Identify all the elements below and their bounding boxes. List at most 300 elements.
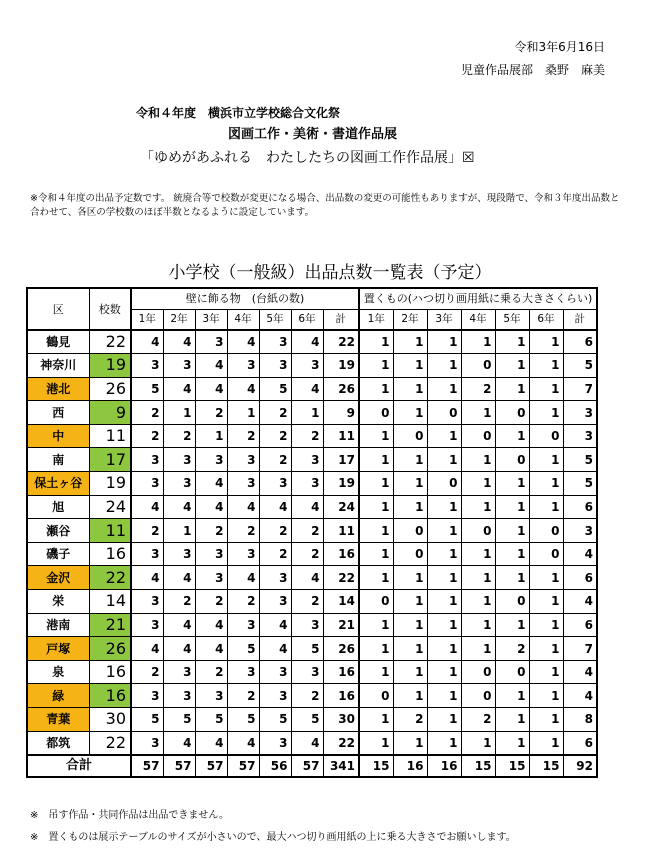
wall-grade-count: 2 <box>259 401 291 425</box>
placed-grade-count: 1 <box>359 566 393 590</box>
wall-grade-count: 4 <box>291 377 323 401</box>
placed-subtotal: 6 <box>563 566 597 590</box>
wall-grade-count: 4 <box>163 377 195 401</box>
placed-grade-count: 1 <box>461 637 495 661</box>
school-count: 19 <box>89 472 131 496</box>
placed-grade-count: 1 <box>495 684 529 708</box>
placed-grade-count: 1 <box>359 637 393 661</box>
wall-grade-count: 2 <box>291 684 323 708</box>
placed-grade-count: 1 <box>359 424 393 448</box>
wall-grade-count: 2 <box>195 401 227 425</box>
placed-grade-count: 2 <box>495 637 529 661</box>
district-name: 神奈川 <box>27 354 89 378</box>
district-name: 金沢 <box>27 566 89 590</box>
wall-grade-count: 3 <box>291 472 323 496</box>
wall-subtotal: 26 <box>323 637 359 661</box>
wall-subtotal: 21 <box>323 613 359 637</box>
table-row <box>27 660 597 684</box>
placed-grade-count: 1 <box>427 330 461 354</box>
placed-subtotal: 6 <box>563 731 597 755</box>
placed-grade-count: 0 <box>359 684 393 708</box>
table-row <box>27 519 597 543</box>
wall-grade-count: 4 <box>195 613 227 637</box>
wall-grade-count: 4 <box>163 731 195 755</box>
wall-grade-header: 4年 <box>227 309 259 330</box>
wall-grade-count: 5 <box>291 637 323 661</box>
placed-grade-count: 1 <box>461 472 495 496</box>
wall-grade-count: 3 <box>195 448 227 472</box>
table-row <box>27 377 597 401</box>
wall-grade-count: 4 <box>131 330 163 354</box>
placed-grade-count: 0 <box>427 401 461 425</box>
placed-grade-count: 1 <box>359 448 393 472</box>
wall-grade-count: 2 <box>227 519 259 543</box>
placed-grade-count: 1 <box>529 590 563 614</box>
placed-subtotal: 7 <box>563 637 597 661</box>
wall-grade-count: 1 <box>163 519 195 543</box>
table-row <box>27 401 597 425</box>
placed-grade-count: 1 <box>393 731 427 755</box>
wall-grade-count: 2 <box>227 424 259 448</box>
placed-subtotal: 5 <box>563 472 597 496</box>
wall-grade-count: 3 <box>259 731 291 755</box>
wall-grade-count: 4 <box>291 731 323 755</box>
placed-grade-count: 1 <box>427 354 461 378</box>
district-name: 中 <box>27 424 89 448</box>
wall-grade-count: 3 <box>291 354 323 378</box>
placed-grade-count: 1 <box>359 472 393 496</box>
wall-total: 57 <box>227 755 259 777</box>
wall-grade-count: 3 <box>195 684 227 708</box>
footnote-1: ※ 吊す作品・共同作品は出品できません。 <box>30 810 229 821</box>
school-count: 14 <box>89 590 131 614</box>
placed-subtotal: 3 <box>563 519 597 543</box>
placed-grade-count: 1 <box>495 542 529 566</box>
placed-grade-count: 1 <box>461 731 495 755</box>
placed-grade-count: 1 <box>529 708 563 732</box>
wall-grade-count: 1 <box>291 401 323 425</box>
placed-grade-count: 1 <box>495 566 529 590</box>
school-count: 16 <box>89 684 131 708</box>
wall-grade-count: 3 <box>291 613 323 637</box>
placed-grade-count: 1 <box>359 519 393 543</box>
placed-grade-count: 1 <box>529 377 563 401</box>
placed-grade-count: 1 <box>359 377 393 401</box>
wall-subtotal: 22 <box>323 330 359 354</box>
wall-grade-count: 4 <box>163 495 195 519</box>
placed-grade-count: 0 <box>529 424 563 448</box>
wall-grade-header: 計 <box>323 309 359 330</box>
placed-subtotal: 4 <box>563 660 597 684</box>
school-count: 22 <box>89 566 131 590</box>
wall-grade-count: 1 <box>195 424 227 448</box>
wall-subtotal: 11 <box>323 424 359 448</box>
wall-grade-count: 2 <box>131 660 163 684</box>
wall-grade-count: 3 <box>259 354 291 378</box>
wall-grade-count: 4 <box>259 613 291 637</box>
wall-grade-count: 4 <box>163 330 195 354</box>
wall-total: 57 <box>195 755 227 777</box>
placed-subtotal: 3 <box>563 424 597 448</box>
submission-table <box>26 287 598 778</box>
placed-subtotal: 4 <box>563 684 597 708</box>
wall-grade-count: 2 <box>131 424 163 448</box>
district-name: 栄 <box>27 590 89 614</box>
wall-grade-count: 3 <box>227 542 259 566</box>
wall-grade-header: 3年 <box>195 309 227 330</box>
placed-grade-count: 1 <box>495 354 529 378</box>
placed-grade-count: 1 <box>393 590 427 614</box>
placed-grade-count: 1 <box>393 495 427 519</box>
school-count: 24 <box>89 495 131 519</box>
header-district: 区 <box>27 288 89 330</box>
wall-grade-count: 5 <box>259 377 291 401</box>
placed-grade-count: 0 <box>461 660 495 684</box>
placed-subtotal: 6 <box>563 495 597 519</box>
wall-grade-count: 3 <box>131 542 163 566</box>
placed-subtotal: 5 <box>563 354 597 378</box>
district-name: 戸塚 <box>27 637 89 661</box>
placed-grade-count: 0 <box>393 519 427 543</box>
wall-grade-count: 5 <box>227 708 259 732</box>
placed-subtotal: 7 <box>563 377 597 401</box>
table-row <box>27 330 597 354</box>
table-row <box>27 424 597 448</box>
table-row <box>27 495 597 519</box>
wall-grade-count: 4 <box>227 731 259 755</box>
placed-grade-count: 1 <box>529 354 563 378</box>
placed-grade-count: 0 <box>495 448 529 472</box>
wall-grade-count: 3 <box>195 542 227 566</box>
wall-grade-count: 1 <box>227 401 259 425</box>
wall-grade-count: 3 <box>227 448 259 472</box>
placed-grade-count: 0 <box>461 684 495 708</box>
placed-grade-header: 3年 <box>427 309 461 330</box>
placed-total: 15 <box>359 755 393 777</box>
wall-grade-count: 3 <box>259 660 291 684</box>
placed-grade-header: 4年 <box>461 309 495 330</box>
district-name: 都筑 <box>27 731 89 755</box>
wall-grade-count: 2 <box>291 424 323 448</box>
wall-subtotal: 19 <box>323 354 359 378</box>
placed-grade-count: 1 <box>393 566 427 590</box>
wall-grade-header: 6年 <box>291 309 323 330</box>
wall-grade-count: 2 <box>259 448 291 472</box>
placed-total: 92 <box>563 755 597 777</box>
header-placed-group: 置くもの(ハつ切り画用紙に乗る大きさくらい) <box>359 288 597 309</box>
wall-grade-count: 2 <box>291 590 323 614</box>
wall-grade-count: 3 <box>259 684 291 708</box>
placed-grade-count: 1 <box>495 495 529 519</box>
wall-total: 57 <box>291 755 323 777</box>
school-count: 19 <box>89 354 131 378</box>
wall-grade-count: 2 <box>227 684 259 708</box>
school-count: 26 <box>89 637 131 661</box>
wall-grade-header: 1年 <box>131 309 163 330</box>
placed-grade-count: 0 <box>495 590 529 614</box>
table-row <box>27 354 597 378</box>
wall-grade-count: 5 <box>259 708 291 732</box>
wall-grade-count: 3 <box>163 542 195 566</box>
placed-grade-count: 0 <box>427 472 461 496</box>
placed-grade-count: 1 <box>393 684 427 708</box>
wall-grade-count: 3 <box>259 566 291 590</box>
placed-grade-count: 0 <box>495 401 529 425</box>
placed-grade-count: 1 <box>427 731 461 755</box>
wall-grade-count: 2 <box>163 424 195 448</box>
placed-grade-count: 1 <box>495 472 529 496</box>
placed-grade-count: 1 <box>529 330 563 354</box>
placed-grade-count: 1 <box>393 377 427 401</box>
wall-grade-count: 4 <box>195 495 227 519</box>
school-count: 22 <box>89 731 131 755</box>
wall-grade-count: 3 <box>131 448 163 472</box>
table-row <box>27 542 597 566</box>
placed-grade-count: 1 <box>529 660 563 684</box>
wall-grade-count: 2 <box>291 519 323 543</box>
wall-grade-count: 2 <box>163 590 195 614</box>
district-name: 南 <box>27 448 89 472</box>
placed-grade-count: 1 <box>393 472 427 496</box>
wall-total: 57 <box>131 755 163 777</box>
wall-subtotal: 16 <box>323 542 359 566</box>
placed-subtotal: 4 <box>563 590 597 614</box>
district-name: 西 <box>27 401 89 425</box>
wall-grade-count: 2 <box>195 590 227 614</box>
wall-grade-header: 2年 <box>163 309 195 330</box>
wall-grade-count: 4 <box>163 566 195 590</box>
placed-grade-header: 5年 <box>495 309 529 330</box>
district-name: 港南 <box>27 613 89 637</box>
wall-grade-count: 2 <box>195 660 227 684</box>
placed-grade-count: 1 <box>495 731 529 755</box>
wall-grade-count: 3 <box>163 684 195 708</box>
placed-subtotal: 3 <box>563 401 597 425</box>
wall-grade-count: 2 <box>291 542 323 566</box>
placed-grade-count: 1 <box>461 330 495 354</box>
wall-grade-count: 4 <box>291 495 323 519</box>
wall-grade-count: 4 <box>163 637 195 661</box>
wall-grade-count: 4 <box>227 377 259 401</box>
event-title: 令和４年度 横浜市立学校総合文化祭 <box>136 106 341 120</box>
school-count: 22 <box>89 330 131 354</box>
table-row <box>27 637 597 661</box>
placed-grade-header: 6年 <box>529 309 563 330</box>
wall-grade-count: 3 <box>227 660 259 684</box>
table-row <box>27 731 597 755</box>
wall-subtotal: 30 <box>323 708 359 732</box>
wall-grade-count: 3 <box>131 472 163 496</box>
table-row <box>27 566 597 590</box>
wall-grade-count: 3 <box>195 566 227 590</box>
total-label: 合計 <box>27 755 131 777</box>
wall-grade-count: 1 <box>163 401 195 425</box>
wall-grade-count: 4 <box>259 495 291 519</box>
placed-grade-count: 1 <box>359 731 393 755</box>
wall-grade-count: 2 <box>259 519 291 543</box>
placed-grade-count: 0 <box>495 660 529 684</box>
placed-grade-header: 1年 <box>359 309 393 330</box>
exhibition-theme: 「ゆめがあふれる わたしたちの図画工作作品展」☒ <box>140 150 475 166</box>
wall-grade-count: 3 <box>163 660 195 684</box>
placed-grade-count: 1 <box>427 613 461 637</box>
placed-grade-count: 1 <box>529 448 563 472</box>
wall-grade-count: 3 <box>163 448 195 472</box>
school-count: 30 <box>89 708 131 732</box>
school-count: 26 <box>89 377 131 401</box>
placed-grade-count: 1 <box>427 377 461 401</box>
wall-grade-count: 2 <box>131 401 163 425</box>
placed-grade-count: 0 <box>529 542 563 566</box>
placed-total: 15 <box>529 755 563 777</box>
table-row <box>27 590 597 614</box>
wall-grade-count: 3 <box>131 684 163 708</box>
wall-grade-count: 2 <box>259 542 291 566</box>
wall-grade-count: 3 <box>291 448 323 472</box>
placed-grade-count: 1 <box>461 542 495 566</box>
wall-grade-count: 4 <box>227 495 259 519</box>
placed-grade-count: 1 <box>461 566 495 590</box>
table-row <box>27 472 597 496</box>
district-name: 保土ヶ谷 <box>27 472 89 496</box>
wall-grade-count: 4 <box>291 566 323 590</box>
placed-subtotal: 6 <box>563 330 597 354</box>
wall-subtotal: 24 <box>323 495 359 519</box>
wall-grade-count: 3 <box>195 330 227 354</box>
placed-grade-count: 1 <box>529 613 563 637</box>
wall-grade-count: 3 <box>291 660 323 684</box>
placed-grade-count: 1 <box>529 495 563 519</box>
placed-grade-count: 1 <box>495 708 529 732</box>
placed-grade-count: 1 <box>427 542 461 566</box>
footnote-2: ※ 置くものは展示テーブルのサイズが小さいので、最大ハつ切り画用紙の上に乗る大きさでお願いします。 <box>30 832 516 843</box>
table-row <box>27 708 597 732</box>
placed-grade-count: 1 <box>529 401 563 425</box>
placed-grade-count: 0 <box>393 424 427 448</box>
wall-grade-count: 3 <box>163 354 195 378</box>
table-title: 小学校（一般級）出品点数一覧表（予定） <box>168 263 492 283</box>
placed-grade-count: 1 <box>461 448 495 472</box>
district-name: 瀬谷 <box>27 519 89 543</box>
placed-grade-count: 1 <box>393 354 427 378</box>
placed-grade-count: 1 <box>529 472 563 496</box>
total-row <box>27 755 597 777</box>
school-count: 21 <box>89 613 131 637</box>
table-row <box>27 448 597 472</box>
wall-subtotal: 14 <box>323 590 359 614</box>
wall-grade-count: 2 <box>131 519 163 543</box>
placed-grade-count: 1 <box>393 637 427 661</box>
placed-grade-count: 1 <box>427 684 461 708</box>
header-schools: 校数 <box>89 288 131 330</box>
wall-grade-count: 5 <box>291 708 323 732</box>
wall-grade-count: 4 <box>131 495 163 519</box>
school-count: 11 <box>89 424 131 448</box>
placed-grade-count: 1 <box>393 613 427 637</box>
document-author: 児童作品展部 桑野 麻美 <box>460 63 605 77</box>
wall-total: 57 <box>163 755 195 777</box>
wall-grade-count: 4 <box>195 377 227 401</box>
placed-grade-count: 1 <box>427 566 461 590</box>
wall-total: 56 <box>259 755 291 777</box>
wall-grade-header: 5年 <box>259 309 291 330</box>
placed-grade-count: 1 <box>427 590 461 614</box>
wall-grade-count: 4 <box>291 330 323 354</box>
placed-grade-count: 1 <box>495 424 529 448</box>
placed-grade-count: 0 <box>393 542 427 566</box>
placed-grade-count: 2 <box>461 708 495 732</box>
district-name: 青葉 <box>27 708 89 732</box>
wall-grade-count: 5 <box>131 708 163 732</box>
wall-subtotal: 11 <box>323 519 359 543</box>
district-name: 緑 <box>27 684 89 708</box>
district-name: 磯子 <box>27 542 89 566</box>
wall-grade-count: 3 <box>227 354 259 378</box>
wall-grade-count: 5 <box>227 637 259 661</box>
wall-grade-count: 3 <box>131 354 163 378</box>
wall-grade-count: 4 <box>195 637 227 661</box>
wall-grade-count: 4 <box>227 566 259 590</box>
wall-grade-count: 3 <box>259 590 291 614</box>
placed-total: 16 <box>427 755 461 777</box>
placed-grade-count: 1 <box>359 330 393 354</box>
district-name: 港北 <box>27 377 89 401</box>
placed-grade-count: 0 <box>461 354 495 378</box>
wall-grade-count: 3 <box>227 472 259 496</box>
table-row <box>27 613 597 637</box>
placed-total: 15 <box>461 755 495 777</box>
wall-grade-count: 4 <box>195 472 227 496</box>
placed-grade-count: 0 <box>461 424 495 448</box>
wall-grade-count: 4 <box>259 637 291 661</box>
placed-subtotal: 8 <box>563 708 597 732</box>
school-count: 11 <box>89 519 131 543</box>
placed-grade-count: 1 <box>529 637 563 661</box>
wall-grade-count: 4 <box>195 354 227 378</box>
placed-grade-count: 1 <box>427 495 461 519</box>
placed-grade-count: 0 <box>529 519 563 543</box>
placed-grade-count: 1 <box>461 613 495 637</box>
wall-grade-count: 2 <box>259 424 291 448</box>
placed-grade-count: 2 <box>393 708 427 732</box>
placed-grade-count: 1 <box>359 660 393 684</box>
wall-grade-count: 4 <box>163 613 195 637</box>
wall-grade-count: 3 <box>227 613 259 637</box>
intro-note: ※令和４年度の出品予定数です。 統廃合等で校数が変更になる場合、出品数の変更の可能性もありますが、現段階で、令和３年度出品数と合わせて、各区の学校数のほぼ半数となるように設定しています。 <box>30 193 620 218</box>
placed-subtotal: 6 <box>563 613 597 637</box>
wall-grade-count: 3 <box>131 613 163 637</box>
school-count: 16 <box>89 660 131 684</box>
placed-grade-count: 1 <box>359 708 393 732</box>
wall-grade-count: 3 <box>259 472 291 496</box>
placed-grade-count: 1 <box>393 330 427 354</box>
wall-grade-count: 4 <box>131 637 163 661</box>
wall-grade-count: 4 <box>195 731 227 755</box>
placed-grade-count: 1 <box>529 731 563 755</box>
placed-grade-count: 1 <box>393 448 427 472</box>
placed-grade-count: 1 <box>427 708 461 732</box>
placed-grade-count: 1 <box>461 495 495 519</box>
exhibition-title: 図画工作・美術・書道作品展 <box>228 127 398 142</box>
wall-grade-count: 2 <box>195 519 227 543</box>
district-name: 泉 <box>27 660 89 684</box>
wall-subtotal: 22 <box>323 731 359 755</box>
placed-grade-count: 1 <box>393 401 427 425</box>
placed-grade-count: 2 <box>461 377 495 401</box>
placed-grade-count: 0 <box>461 519 495 543</box>
placed-total: 16 <box>393 755 427 777</box>
placed-grade-count: 1 <box>427 637 461 661</box>
